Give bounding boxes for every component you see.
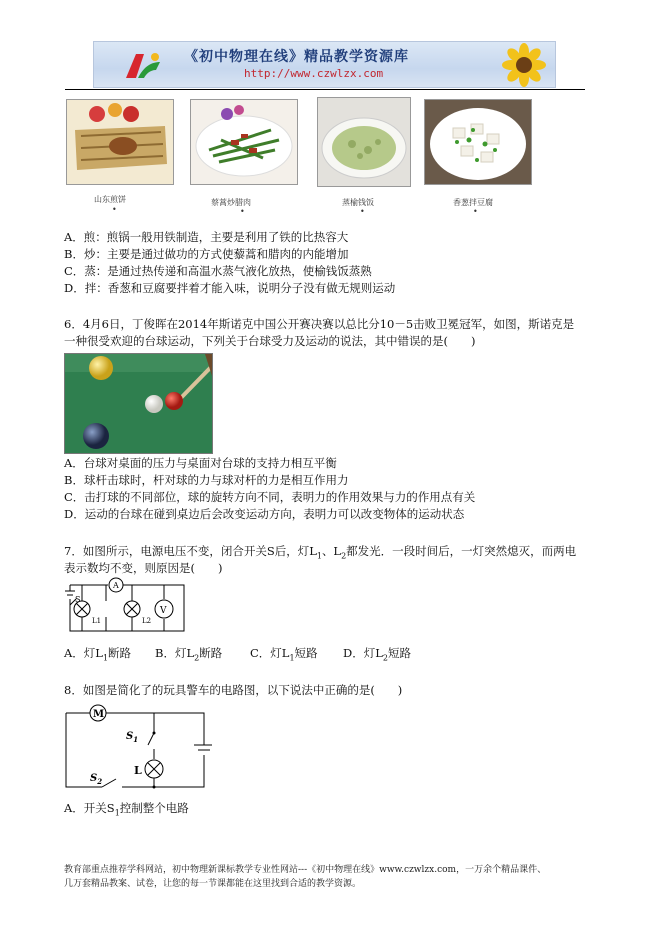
q8-lamp-label: L bbox=[134, 764, 142, 777]
banner-url: http://www.czwlzx.com bbox=[244, 67, 384, 80]
q8-stem: 8．如图是简化了的玩具警车的电路图，以下说法中正确的是( ) bbox=[64, 683, 403, 697]
q6-stem-line1: 6．4月6日，丁俊晖在2014年斯诺克中国公开赛决赛以总比分10－5击败卫冕冠军，如图，斯诺克是 bbox=[64, 317, 575, 331]
q5-option-a: A．煎：煎锅一般用铁制造，主要是利用了铁的比热容大 bbox=[64, 230, 349, 244]
food-bullet: • bbox=[112, 205, 117, 214]
q7-lamp2-label: L2 bbox=[142, 617, 152, 625]
q6-stem-line2: 一种很受欢迎的台球运动，下列关于台球受力及运动的说法，其中错误的是( ) bbox=[64, 334, 476, 348]
food-image-yuqian bbox=[317, 97, 411, 187]
q8-circuit-diagram bbox=[62, 703, 212, 793]
q7-stem-line1: 7．如图所示，电源电压不变，闭合开关S后，灯$L_1$、$L_2$都发光．一段时间后，一灯突然熄灭，而两电 bbox=[64, 544, 577, 561]
q7-switch-label: S bbox=[75, 595, 81, 604]
q7-ammeter-label: A bbox=[113, 581, 119, 590]
q6-option-b: B．球杆击球时，杆对球的力与球对杆的力是相互作用力 bbox=[64, 473, 349, 487]
food-label-louhao: 蔡蒿炒腊肉 bbox=[211, 198, 251, 207]
footer-line1: 教育部重点推荐学科网站，初中物理新课标教学专业性网站---《初中物理在线》www.czwlzx.com，一万余个精品课件、 bbox=[64, 865, 547, 875]
q5-option-d: D．拌：香葱和豆腐要拌着才能入味，说明分子没有做无规则运动 bbox=[64, 281, 396, 295]
q5-option-b: B．炒：主要是通过做功的方式使藜蒿和腊肉的内能增加 bbox=[64, 247, 349, 261]
food-image-jianbing bbox=[66, 99, 174, 185]
footer-line2: 几万套精品教案、试卷，让您的每一节课都能在这里找到合适的教学资源。 bbox=[64, 879, 362, 889]
q8-option-a: A．开关$S_1$控制整个电路 bbox=[64, 801, 189, 818]
q7-circuit-diagram bbox=[62, 575, 190, 639]
q7-option-c: C．灯$L_1$短路 bbox=[250, 646, 318, 663]
q7-stem-line2: 表示数均不变，则原因是( ) bbox=[64, 561, 223, 575]
snooker-photo bbox=[64, 353, 213, 454]
header-banner bbox=[93, 41, 556, 88]
q8-switch2-label: $S_2$ bbox=[90, 773, 103, 786]
q7-lamp1-label: L1 bbox=[92, 617, 102, 625]
food-label-jianbing: 山东煎饼 bbox=[94, 195, 126, 204]
q7-option-b: B．灯$L_2$断路 bbox=[155, 646, 223, 663]
q7-option-d: D．灯$L_2$短路 bbox=[343, 646, 411, 663]
food-bullet: • bbox=[240, 207, 245, 216]
sunflower-icon bbox=[494, 42, 555, 87]
q5-option-c: C．蒸：是通过热传递和高温水蒸气液化放热，使榆钱饭蒸熟 bbox=[64, 264, 372, 278]
food-bullet: • bbox=[473, 207, 478, 216]
q6-option-c: C．击打球的不同部位，球的旋转方向不同，表明力的作用效果与力的作用点有关 bbox=[64, 490, 476, 504]
food-bullet: • bbox=[360, 207, 365, 216]
q6-option-a: A．台球对桌面的压力与桌面对台球的支持力相互平衡 bbox=[64, 456, 337, 470]
header-rule bbox=[65, 89, 585, 90]
q7-option-a: A．灯$L_1$断路 bbox=[64, 646, 132, 663]
food-label-yuqian: 蒸榆钱饭 bbox=[342, 198, 374, 207]
food-image-louhao bbox=[190, 99, 298, 185]
food-label-doufu: 香葱拌豆腐 bbox=[453, 198, 493, 207]
q8-switch1-label: $S_1$ bbox=[126, 731, 139, 744]
q6-option-d: D．运动的台球在碰到桌边后会改变运动方向，表明力可以改变物体的运动状态 bbox=[64, 507, 465, 521]
q7-voltmeter-label: V bbox=[160, 606, 167, 616]
site-logo-icon bbox=[122, 48, 162, 82]
food-image-doufu bbox=[424, 99, 532, 185]
banner-title: 《初中物理在线》精品教学资源库 bbox=[184, 49, 409, 65]
q8-motor-label: M bbox=[93, 709, 105, 720]
